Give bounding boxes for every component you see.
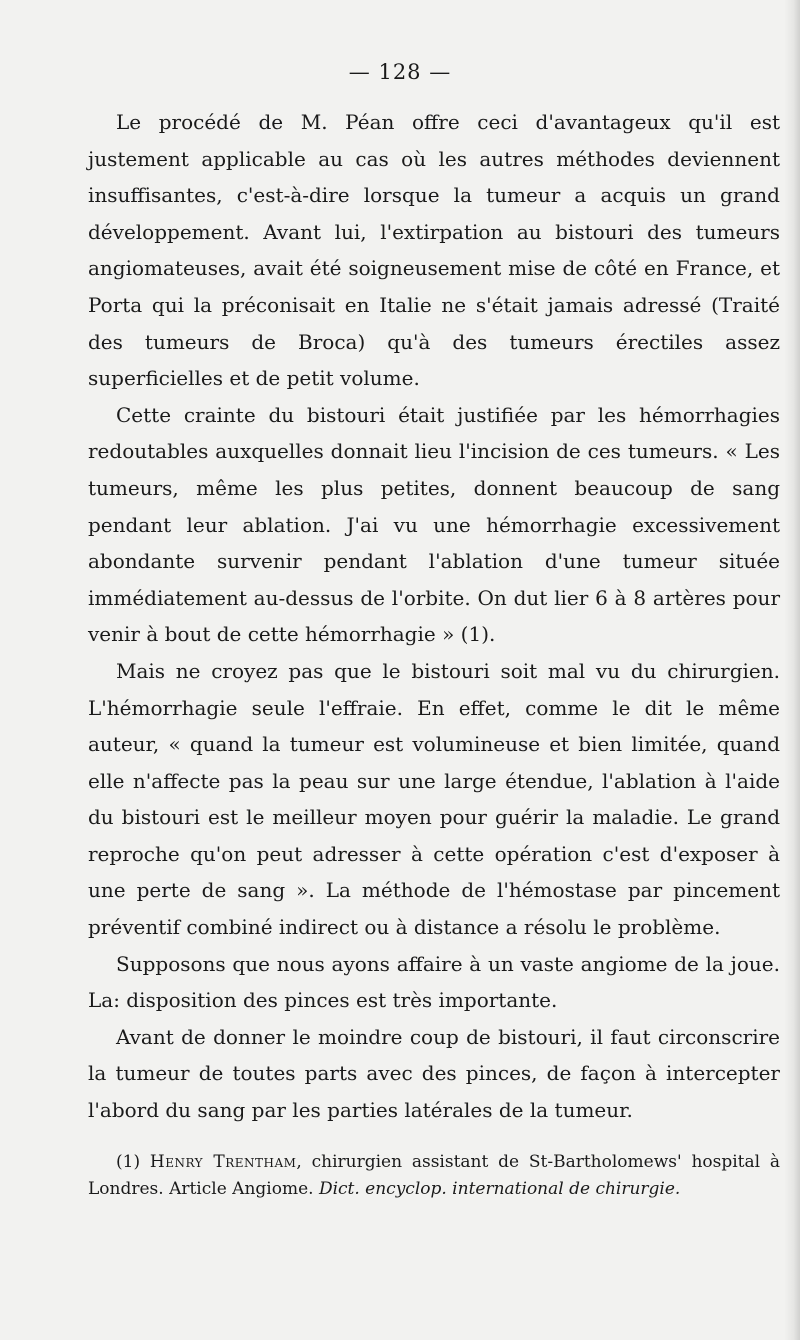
paragraph-1: Le procédé de M. Péan offre ceci d'avantageux qu'il est justement applicable au cas où les autres méthodes deviennent insuffisantes, c'est-à-dire lorsque la tumeur a acquis un grand développement. Avant lui, l'extirpation au bistouri des tumeurs angiomateuses, avait été soigneusement mise de côté en France, et Porta qui la préconisait en Italie ne s'était jamais adressé (Traité des tumeurs de Broca) qu'à des tumeurs érectiles assez superficielles et de petit volume. (88, 110, 780, 391)
footnote-author: Henry Trentham (149, 1152, 297, 1172)
paragraph-4: Supposons que nous ayons affaire à un vaste angiome de la joue. La: disposition des pinces est très importante. (88, 951, 780, 1013)
footnote-marker: (1) (116, 1152, 141, 1172)
paragraph-2: Cette crainte du bistouri était justifiée par les hémorrhagies redoutables auxquelles donnait lieu l'incision de ces tumeurs. « Les tumeurs, même les plus petites, donnent beaucoup de sang pendant leur ablation. J'ai vu une hémorrhagie excessivement abondante survenir pendant l'ablation d'une tumeur située immédiatement au-dessus de l'orbite. On dut lier 6 à 8 artères pour venir à bout de cette hémorrhagie » (1). (88, 402, 780, 647)
footnote-paragraph (88, 1149, 780, 1203)
footnote-text: , chirurgien assistant de St-Bartholomews' hospital à Londres. Article Angiome. (88, 1152, 780, 1199)
footnote (88, 1149, 780, 1203)
paragraph-3: Mais ne croyez pas que le bistouri soit mal vu du chirurgien. L'hémorrhagie seule l'effraie. En effet, comme le dit le même auteur, « quand la tumeur est volumineuse et bien limitée, quand elle n'affecte pas la peau sur une large étendue, l'ablation à l'aide du bistouri est le meilleur moyen pour guérir la maladie. Le grand reproche qu'on peut adresser à cette opération c'est d'exposer à une perte de sang ». La méthode de l'hémostase par pincement préventif combiné indirect ou à distance a résolu le problème. (88, 658, 780, 940)
page-edge-shadow (784, 0, 800, 1340)
paragraph-5: Avant de donner le moindre coup de bistouri, il faut circonscrire la tumeur de toutes parts avec des pinces, de façon à intercepter l'abord du sang par les parties latérales de la tumeur. (88, 1024, 780, 1123)
footnote-reference: Dict. encyclop. international de chirurgie. (318, 1179, 681, 1199)
body-text (88, 104, 780, 1129)
page-number: — 128 — (348, 60, 452, 84)
